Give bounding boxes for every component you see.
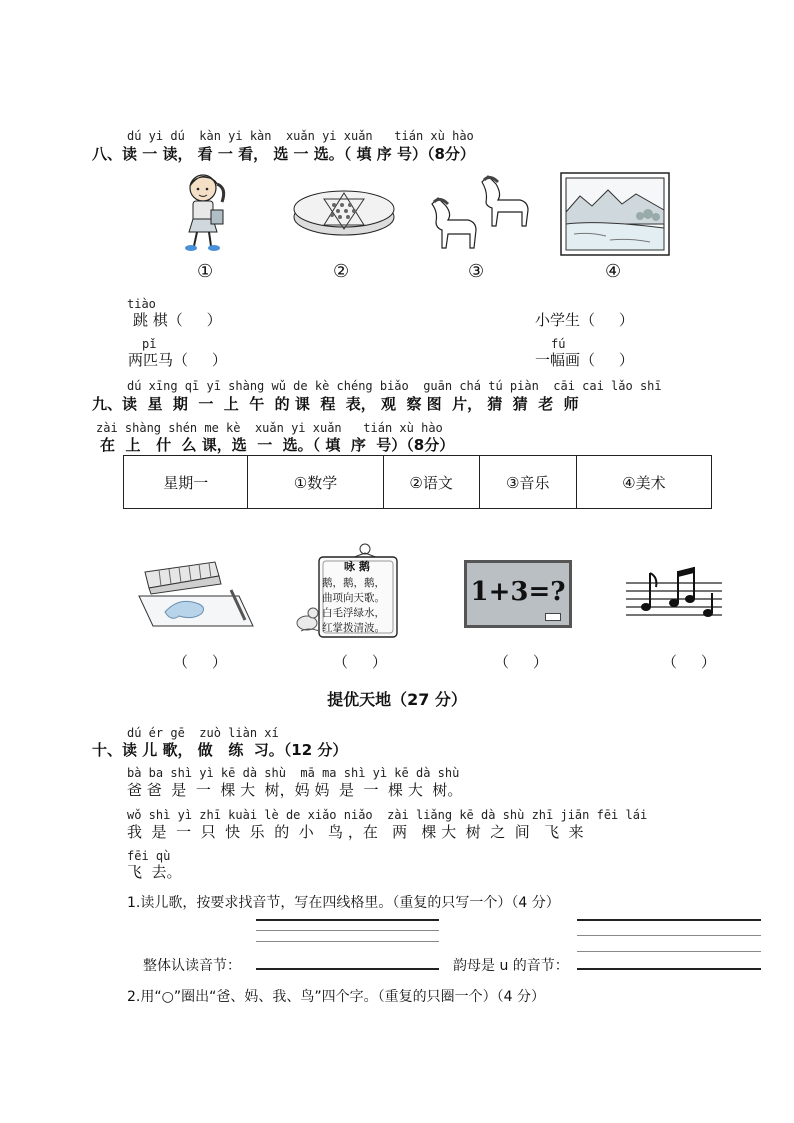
verse-pinyin-2: wǒ shì yì zhī kuài lè de xiǎo niǎo zài liǎng kē dà shù zhī jiān fēi lái	[127, 808, 648, 822]
poem-line: 红掌拨清波。	[322, 622, 385, 634]
schedule-music: ③音乐	[479, 456, 576, 509]
answer-blank-1[interactable]: （ ）	[173, 653, 227, 671]
section10-pinyin: dú ér gē zuò liàn xí	[127, 726, 279, 740]
chalk-eraser-icon	[545, 613, 561, 621]
section9-pinyin-1: dú xīng qī yī shàng wǔ de kè chéng biǎo guān chá tú piàn cāi cai lǎo shī	[127, 379, 662, 393]
girl-illustration	[175, 172, 235, 254]
art-drawing-illustration	[135, 550, 255, 630]
item-yifuhua[interactable]: 一幅画（ ）	[535, 351, 634, 369]
item-pinyin-pi: pǐ	[142, 337, 157, 351]
section9-pinyin-2: zài shàng shén me kè xuǎn yi xuǎn tián xù hào	[96, 421, 443, 435]
poem-line: 鹅，鹅，鹅，	[322, 577, 385, 589]
section10-title: 十、读 儿 歌， 做 练 习。（12 分）	[92, 741, 348, 759]
item-xiaoxuesheng[interactable]: 小学生（ ）	[535, 311, 634, 329]
picture-label-3: ③	[468, 261, 485, 282]
picture-label-1: ①	[197, 261, 214, 282]
schedule-math: ①数学	[248, 456, 383, 509]
verse-line-2: 我 是 一 只 快 乐 的 小 鸟 ，在 两 棵 大 树 之 间 飞 来	[127, 823, 584, 841]
section9-line-2: 在 上 什 么 课，选 一 选。（ 填 序 号）（8分）	[100, 436, 455, 454]
section8-title: 八、读 一 读， 看 一 看， 选 一 选。（ 填 序 号）（8分）	[92, 145, 475, 163]
grid-b-line-4[interactable]	[577, 968, 761, 970]
schedule-art: ④美术	[576, 456, 711, 509]
poem-title: 咏 鹅	[344, 560, 370, 573]
question-1: 1.读儿歌，按要求找音节，写在四线格里。（重复的只写一个）（4 分）	[127, 895, 560, 911]
label-whole-syllable: 整体认读音节：	[143, 958, 241, 974]
poem-line: 曲项向天歌。	[322, 592, 385, 604]
schedule-chinese: ②语文	[383, 456, 479, 509]
verse-line-3: 飞 去。	[127, 863, 182, 881]
poem-body	[322, 576, 396, 636]
landscape-painting-illustration	[560, 172, 670, 256]
picture-label-2: ②	[333, 261, 350, 282]
grid-a-line-2	[256, 930, 439, 931]
grid-b-line-3	[577, 951, 761, 952]
item-tiaoqi[interactable]: 跳 棋（ ）	[133, 311, 222, 329]
grid-b-line-1	[577, 919, 761, 921]
section9-line-1: 九、读 星 期 一 上 午 的 课 程 表， 观 察 图 片， 猜 猜 老 师	[92, 395, 579, 413]
section-heading: 提优天地（27 分）	[327, 690, 467, 709]
verse-line-1: 爸 爸 是 一 棵 大 树，妈 妈 是 一 棵 大 树。	[127, 781, 463, 799]
answer-blank-3[interactable]: （ ）	[494, 653, 548, 671]
horses-illustration	[428, 172, 534, 254]
answer-blank-4[interactable]: （ ）	[662, 653, 716, 671]
music-notes-illustration	[624, 563, 724, 625]
checkers-board-illustration	[292, 185, 396, 241]
section8-pinyin: dú yi dú kàn yi kàn xuǎn yi xuǎn tián xù hào	[127, 129, 474, 143]
grid-a-line-4[interactable]	[256, 968, 439, 970]
item-pinyin-fu: fú	[551, 337, 566, 351]
grid-a-line-1	[256, 919, 439, 921]
schedule-day: 星期一	[124, 456, 248, 509]
label-u-final: 韵母是 u 的音节：	[453, 958, 569, 974]
grid-b-line-2	[577, 935, 761, 936]
question-2: 2.用“○”圈出“爸、妈、我、鸟”四个字。（重复的只圈一个）（4 分）	[127, 989, 545, 1005]
item-pinyin-tiao: tiào	[127, 297, 156, 311]
answer-blank-2[interactable]: （ ）	[333, 653, 387, 671]
math-problem: 1+3=?	[470, 577, 566, 607]
blackboard	[464, 560, 572, 628]
picture-label-4: ④	[605, 261, 622, 282]
schedule-table	[123, 455, 712, 509]
verse-pinyin-1: bà ba shì yì kē dà shù mā ma shì yì kē dà shù	[127, 766, 460, 780]
poem-line: 白毛浮绿水，	[322, 607, 385, 619]
grid-a-line-3	[256, 941, 439, 942]
item-liangpima[interactable]: 两匹马（ ）	[128, 351, 227, 369]
verse-pinyin-3: fēi qù	[127, 849, 171, 863]
